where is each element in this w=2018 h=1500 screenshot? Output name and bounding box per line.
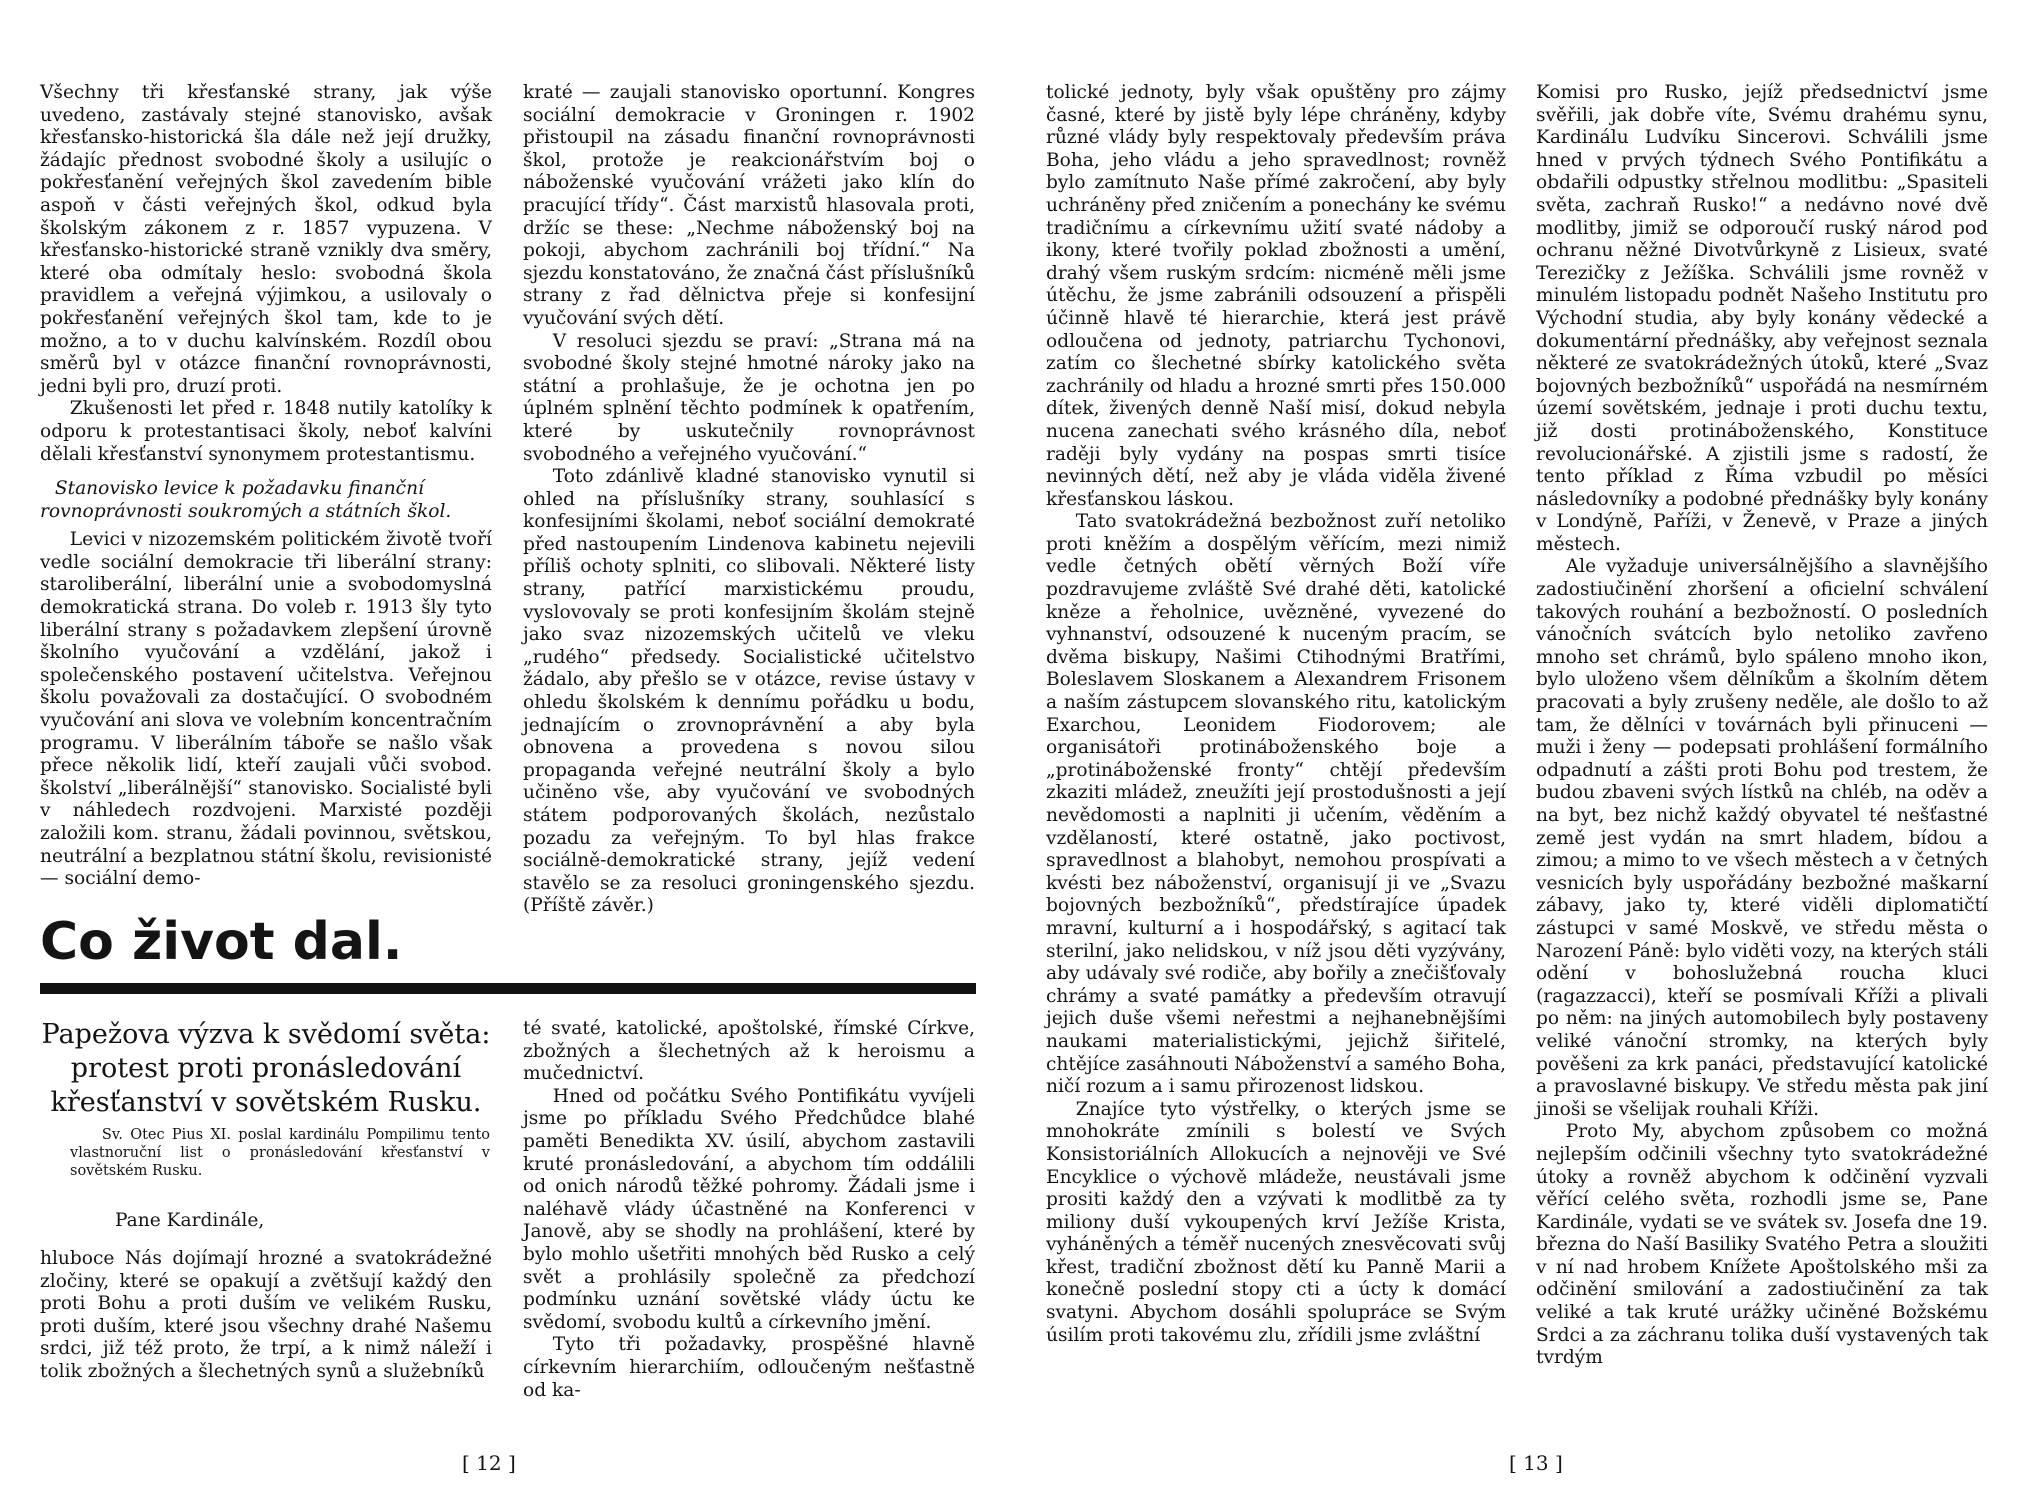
paragraph: hluboce Nás dojímají hrozné a svatokrádežné zločiny, které se opakují a zvětšují každý den proti Bohu a proti duším ve velikém Rusku, proti duším, které jsou všechny drahé Našemu srdci, již též proto, že trpí, a k nimž náleží i tolik zbožných a šlechetných synů a služebníků — [40, 1248, 492, 1382]
left-page-column-3 — [40, 1248, 492, 1384]
paragraph: Všechny tři křesťanské strany, jak výše uvedeno, zastávaly stejné stanovisko, avšak křesťansko-historická šla dále než její družky, žádajíc přednost svobodné školy a usilujíc o pokřesťanění veřejných škol zavedením bible aspoň v části veřejných škol, odkud byla školským zákonem z r. 1857 vypuzena. V křesťansko-historické straně vznikly dva směry, které oba odmítaly heslo: svobodná škola pravidlem a veřejná výjimkou, a usilovaly o pokřesťanění veřejných škol tam, kde to je možno, a to v duchu kalvínském. Rozdíl obou směrů byl v otázce finanční rovnoprávnosti, jedni byli pro, druzí proti. — [40, 82, 492, 397]
article-title: Papežova výzva k svědomí světa: protest proti pronásledování křesťanství v sovětském Rusku. — [41, 1019, 491, 1118]
paragraph: kraté — zaujali stanovisko oportunní. Kongres sociální demokracie v Groningen r. 1902 přistoupil na zásadu finanční rovnoprávnosti škol, protože je reakcionářstvím boj o náboženské vyučování vrážeti jako klín do pracující třídy“. Část marxistů hlasovala proti, držíc se these: „Nechme náboženský boj na pokoji, abychom zachránili boj třídní.“ Na sjezdu konstatováno, že značná část příslušníků strany z řad dělnictva přeje si konfesijní vyučování svých dětí. — [523, 82, 975, 329]
right-page-column-1 — [1046, 82, 1506, 1347]
paragraph: Tato svatokrádežná bezbožnost zuří netoliko proti kněžím a dospělým věřícím, mezi nimiž vedle četných obětí věrných Boží víře pozdravujeme zvláště Své drahé děti, katolické kněze a řeholnice, uvězněné, vyvezené do vyhnanství, odsouzené k nuceným pracím, se dvěma biskupy, Našimi Ctihodnými Bratřími, Boleslavem Sloskanem a Alexandrem Frisonem a naším zástupcem slovanského ritu, katolickým Exarchou, Leonidem Fiodorovem; ale organisátoři protináboženského boje a „protináboženské fronty“ chtějí především zkaziti mládež, zneužíti její prostodušnosti a její nevědomosti a naplniti ji učením, věděním a vzdělaností, které ostatně, jako poctivost, spravedlnost a blahobyt, nemohou prospívati a kvésti bez náboženství, organisují ji ve „Svazu bojovných bezbožníků“, předstírajíce úpadek mravní, kulturní a i hospodářský, s agitací tak sterilní, jako nelidskou, v níž jsou děti vyzývány, aby udávaly své rodiče, aby bořily a znečišťovaly chrámy a svaté památky a především otravují jejich duše všemi neřestmi a nejhanebnějšími naukami materialistickými, jejichž šiřitelé, chtějíce zasáhnouti Náboženství a samého Boha, ničí rozum a i samu přirozenost lidskou. — [1046, 511, 1506, 1098]
paragraph: té svaté, katolické, apoštolské, římské Církve, zbožných a šlechetných až k heroismu a mučednictví. — [523, 1018, 975, 1085]
page-number: [ 13 ] — [1509, 1451, 1563, 1475]
lead-note: Sv. Otec Pius XI. poslal kardinálu Pompilimu tento vlastnoruční list o pronásledování křesťanství v sovětském Rusku. — [70, 1127, 490, 1179]
salutation: Pane Kardinále, — [115, 1210, 265, 1231]
right-page-column-2 — [1536, 82, 1988, 1370]
paragraph: Komisi pro Rusko, jejíž předsednictví jsme svěřili, jak dobře víte, Svému drahému synu, Kardinálu Ludvíku Sincerovi. Schválili jsme hned v prvých týdnech Svého Pontifikátu a obdařili odpustky střelnou modlitbu: „Spasiteli světa, zachraň Rusko!“ a nedávno nové dvě modlitby, jimiž se odporoučí ruský národ pod ochranu něžné Divotvůrkyně z Lisieux, svaté Terezičky z Ježíška. Schválili jsme rovněž v minulém listopadu podnět Našeho Institutu pro Východní studia, aby byly konány vědecké a dokumentární přednášky, aby veřejnost seznala některé ze svatokrádežných útoků, které „Svaz bojovných bezbožníků“ uspořádá na nesmírném území sovětském, jednaje i proti duchu textu, již dosti protináboženského, Konstituce revolucionářské. A zjistili jsme s radostí, že tento příklad z Říma vzbudil po měsíci následovníky a podobné přednášky byly konány v Londýně, Paříži, v Ženevě, v Praze a jiných městech. — [1536, 82, 1988, 555]
paragraph: Hned od počátku Svého Pontifikátu vyvíjeli jsme po příkladu Svého Předchůdce blahé paměti Benedikta XV. úsilí, abychom zastavili kruté pronásledování, a abychom tím oddálili od onich národů těžké pohromy. Žádali jsme i naléhavě vlády účastněné na Konferenci v Janově, aby se shodly na prohlášení, které by bylo mohlo ušetřiti mnohých běd Rusko a celý svět a prohlásily společně za předchozí podmínku uznání sovětské vlády úctu ke svědomí, svobodu kultů a církevního jmění. — [523, 1085, 975, 1333]
page-number: [ 12 ] — [462, 1451, 516, 1475]
section-header: Co život dal. — [40, 912, 403, 972]
paragraph: Proto My, abychom způsobem co možná nejlepším odčinili všechny tyto svatokrádežné útoky a rovněž abychom k odčinění vyzvali věřící celého světa, rozhodli jsme se, Pane Kardinále, vydati se ve svátek sv. Josefa dne 19. března do Naší Basiliky Svatého Petra a sloužiti v ní nad hrobem Knížete Apoštolského mši za odčinění smilování a zadostiučinění za tak veliké a tak kruté urážky učiněné Božskému Srdci a za záchranu tolika duší vystavených tak tvrdým — [1536, 1121, 1988, 1369]
left-page-column-2 — [523, 82, 975, 918]
paragraph: V resoluci sjezdu se praví: „Strana má na svobodné školy stejné hmotné nároky jako na státní a prohlašuje, že je ochotna jen po úplném splnění těchto podmínek k opatřením, které by uskutečnily rovnoprávnost svobodného a veřejného vyučování.“ — [523, 330, 975, 465]
left-page-column-1 — [40, 82, 492, 891]
right-page — [1009, 0, 2018, 1500]
paragraph: Tyto tři požadavky, prospěšné hlavně církevním hierarchiím, odloučeným nešťastně od ka- — [523, 1334, 975, 1401]
subheading: Stanovisko levice k požadavku finanční rovnoprávnosti soukromých a státních škol. — [40, 478, 452, 522]
paragraph: Znajíce tyto výstřelky, o kterých jsme se mnohokráte zmínili s bolestí ve Svých Konsistoriálních Allokucích a nejnověji ve Své Encyklice o výchově mládeže, neustávali jsme prositi každý den a vzývati k modlitbě za ty miliony duší vykoupených krví Ježíše Krista, vyháněných a téměř nucených znesvěcovati svůj křest, tradiční zbožnost dětí ku Panně Marii a konečně poslední stopy cti a úcty k domácí svatyni. Abychom dosáhli spolupráce se Svým úsilím proti takovému zlu, zřídili jsme zvláštní — [1046, 1098, 1506, 1346]
paragraph: Levici v nizozemském politickém životě tvoří vedle sociální demokracie tři liberální strany: staroliberální, liberální unie a svobodomyslná demokratická strana. Do voleb r. 1913 šly tyto liberální strany s požadavkem zlepšení úrovně školního vyučování a vzdělání, jakož i společenského postavení učitelstva. Veřejnou školu považovali za dostačující. O svobodném vyučování ani slova ve volebním koncentračním programu. V liberálním táboře se našlo však přece několik lidí, kteří zaujali vůči svobod. školství „liberálnější“ stanovisko. Socialisté byli v náhledech rozdvojeni. Marxisté později založili kom. stranu, žádali povinnou, světskou, neutrální a bezplatnou státní školu, revisionisté — sociální demo- — [40, 529, 492, 890]
paragraph: Toto zdánlivě kladné stanovisko vynutil si ohled na příslušníky strany, souhlasící s konfesijními školami, neboť sociální demokraté před nastoupením Lindenova kabinetu nejevili příliš ochoty splniti, co slibovali. Některé listy strany, patřící marxistickému proudu, vyslovovaly se proti konfesijním školám stejně jako svaz nizozemských učitelů ve vleku „rudého“ předsedy. Socialistické učitelstvo žádalo, aby přešlo se v otázce, revise ústavy v ohledu školském k dennímu pořádku u bodu, jednajícím o zrovnoprávnění a aby byla obnovena a provedena s novou silou propaganda veřejné neutrální školy a bylo učiněno vše, aby vyučování ve svobodných státem podporovaných školách, nezůstalo pozadu za veřejným. To byl hlas frakce sociálně-demokratické strany, jejíž vedení stavělo se za resoluci groningenského sjezdu. (Příště závěr.) — [523, 466, 975, 917]
left-page-column-4 — [523, 1018, 975, 1402]
paragraph: Zkušenosti let před r. 1848 nutily katolíky k odporu k protestantisaci školy, neboť kalvíni dělali křesťanství synonymem protestantismu. — [40, 398, 492, 465]
section-divider — [40, 983, 976, 994]
paragraph: Ale vyžaduje universálnějšího a slavnějšího zadostiučinění zhoršení a oficielní schválení takových rouhání a bezbožností. O posledních vánočních svátcích bylo netoliko zavřeno mnoho set chrámů, bylo spáleno mnoho ikon, bylo uloženo všem dělníkům a školním dětem pracovati a byly zrušeny neděle, ale došlo to až tam, že dělníci v továrnách byli přinuceni — muži i ženy — podepsati prohlášení formálního odpadnutí a zášti proti Bohu pod trestem, že budou zbaveni svých lístků na chléb, na oděv a na byt, bez nichž každý obyvatel té nešťastné země jest vydán na smrt hladem, bídou a zimou; a mimo to ve všech městech a v četných vesnicích byly uspořádány bezbožné maškarní zábavy, jako ty, které viděli diplomatičtí zástupci v samé Moskvě, ve středu města o Narození Páně: bylo viděti vozy, na kterých stáli odění v bohoslužebná roucha kluci (ragazzacci), kteří se posmívali Kříži a plivali po něm: na jiných automobilech byly postaveny veliké vánoční stromky, na kterých byly pověšeni za krk panáci, představující katolické a pravoslavné biskupy. Ve středu města pak jiní jinoši se všelijak rouhali Kříži. — [1536, 556, 1988, 1120]
paragraph: tolické jednoty, byly však opuštěny pro zájmy časné, které by jistě byly lépe chráněny, kdyby různé vlády byly respektovaly především práva Boha, jeho vládu a jeho spravedlnost; rovněž bylo zamítnuto Naše přímé zakročení, aby byly uchráněny před zničením a ponechány ke svému tradičnímu a církevnímu užití svaté nádoby a ikony, které tvořily poklad zbožnosti a umění, drahý všem ruským srdcím: nicméně měli jsme útěchu, že jsme zabránili odsouzení a přispěli účinně hlavě té hierarchie, která jest právě odloučena od jednoty, patriarchu Tychonovi, zatím co šlechetné sbírky katolického světa zachránily od hladu a hrozné smrti přes 150.000 dítek, živených denně Naší misí, dokud nebyla nucena zanechati svého krásného díla, neboť raději byly vydány na pospas smrti tisíce nevinných dětí, než aby je vláda viděla živené křesťanskou láskou. — [1046, 82, 1506, 510]
